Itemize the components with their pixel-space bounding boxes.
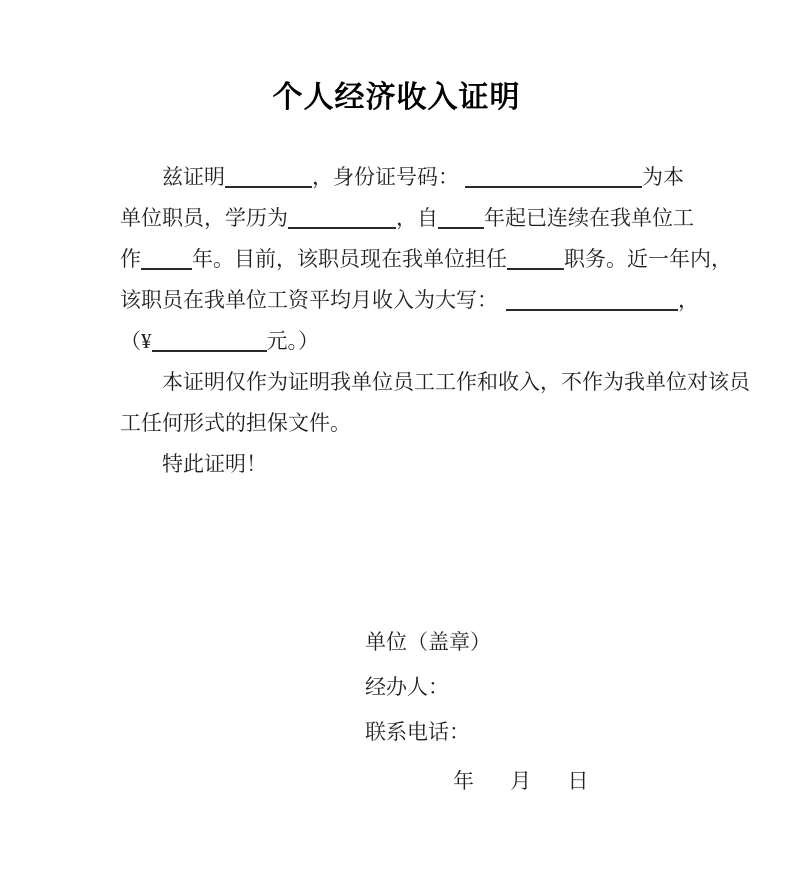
document-text: 本证明仅作为证明我单位员工工作和收入，不作为我单位对该员 (162, 370, 750, 394)
document-text: 为本 (642, 165, 684, 189)
document-line (120, 362, 750, 403)
document-text: 特此证明！ (162, 452, 267, 476)
spacing-gap (498, 306, 506, 307)
contact-phone-label: 联系电话： (365, 720, 470, 744)
document-line (120, 403, 720, 444)
document-text: 工任何形式的担保文件。 (120, 411, 351, 435)
date-year-label: 年 (453, 769, 474, 793)
handler-label: 经办人： (365, 675, 449, 699)
document-text: ，身份证号码： (312, 165, 459, 189)
fill-in-blank[interactable] (225, 186, 312, 188)
document-text: 单位职员，学历为 (120, 206, 288, 230)
document-line (120, 198, 720, 239)
spacing-gap (459, 183, 465, 184)
fill-in-blank[interactable] (152, 350, 267, 352)
document-text: 年起已连续在我单位工 (484, 206, 694, 230)
fill-in-blank[interactable] (141, 268, 192, 270)
document-line (120, 280, 720, 321)
document-body (120, 157, 750, 485)
fill-in-blank[interactable] (506, 309, 678, 311)
unit-seal-label: 单位（盖章） (365, 630, 491, 654)
fill-in-blank[interactable] (288, 227, 396, 229)
document-text: ，自 (396, 206, 438, 230)
document-text: 作 (120, 247, 141, 271)
date-day-label: 日 (567, 769, 589, 793)
document-text: （¥ (120, 329, 152, 353)
document-line (120, 157, 720, 198)
signature-block (365, 620, 491, 755)
document-title: 个人经济收入证明 (272, 81, 521, 114)
fill-in-blank[interactable] (507, 268, 564, 270)
fill-in-blank[interactable] (465, 186, 642, 188)
fill-in-blank[interactable] (438, 227, 484, 229)
document-text: 职务。近一年内， (564, 247, 732, 271)
document-line (120, 444, 720, 485)
document-text: 元。） (266, 329, 319, 353)
document-text: 年。目前，该职员现在我单位担任 (192, 247, 507, 271)
date-line (453, 768, 589, 794)
document-text: 兹证明 (162, 165, 225, 189)
document-line (120, 239, 732, 280)
document-text: 该职员在我单位工资平均月收入为大写： (120, 288, 498, 312)
document-text: ， (678, 288, 699, 312)
date-month-label: 月 (510, 769, 532, 793)
document-line (120, 321, 720, 362)
